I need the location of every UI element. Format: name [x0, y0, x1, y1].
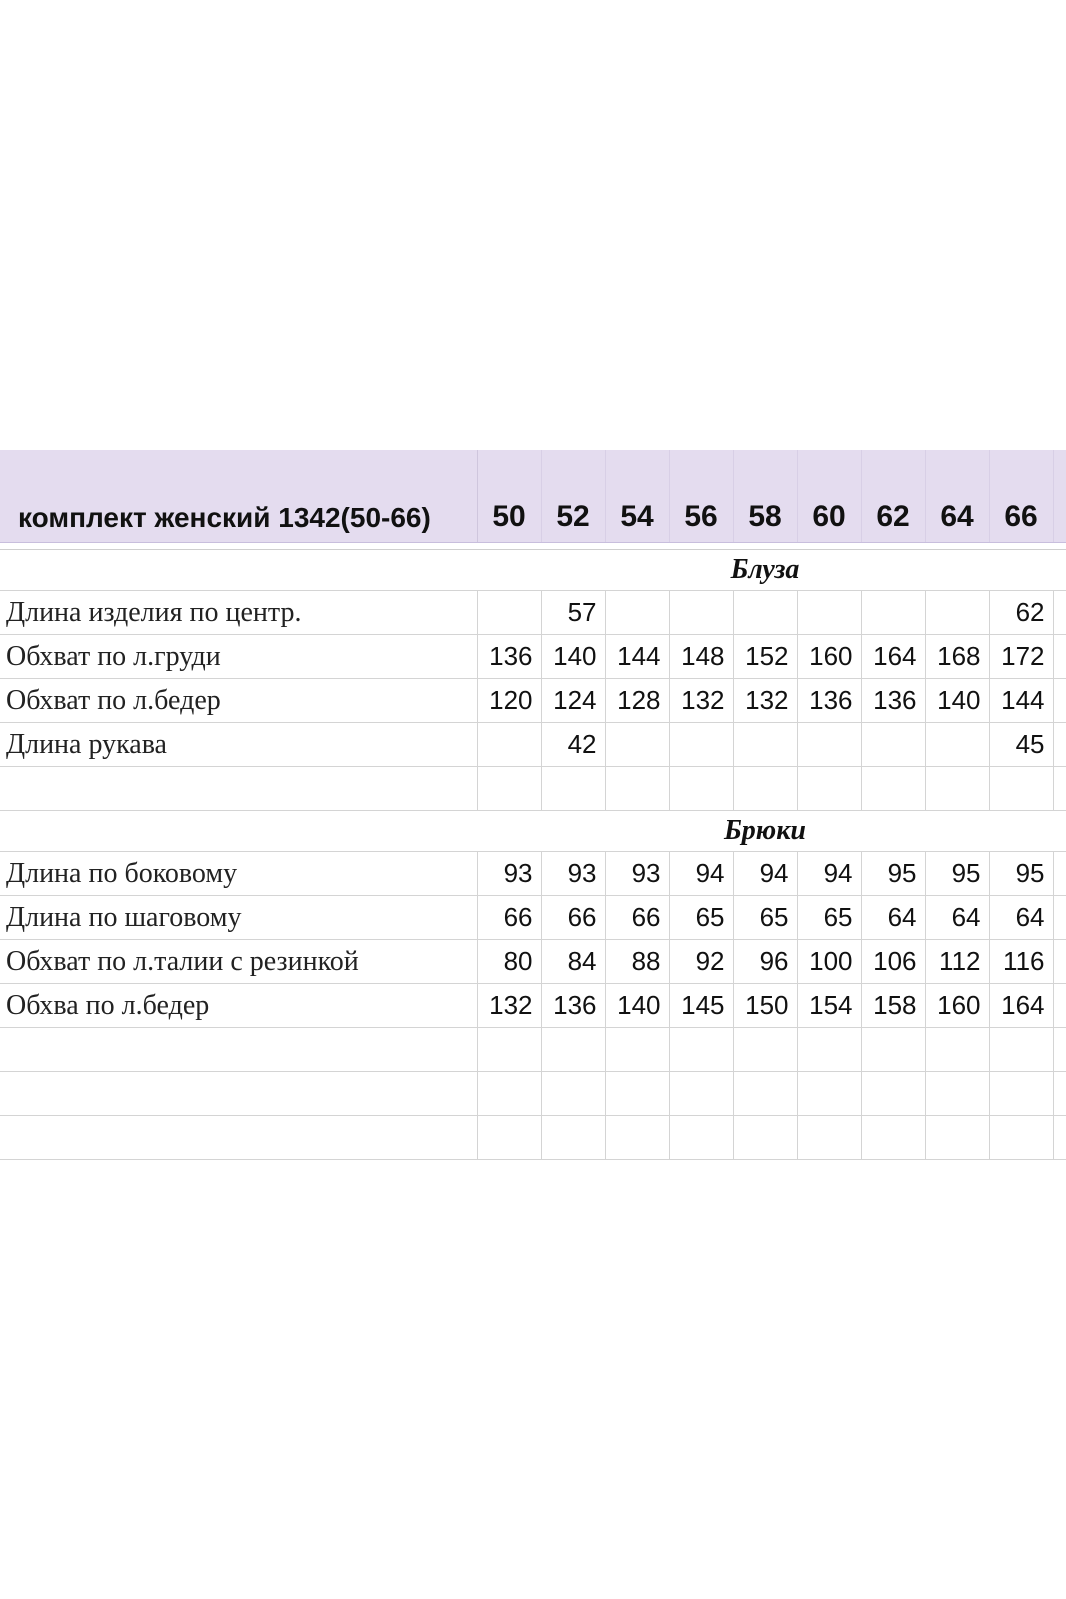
header-tail-cell	[1053, 450, 1066, 543]
measurement-row	[0, 940, 1066, 984]
empty-cell[interactable]	[0, 767, 477, 811]
measurement-row	[0, 591, 1066, 635]
measurement-row	[0, 723, 1066, 767]
row-tail-cell[interactable]	[1053, 635, 1066, 679]
empty-cell[interactable]	[1053, 1028, 1066, 1072]
measurement-value[interactable]	[669, 723, 733, 767]
section-row	[0, 550, 1066, 591]
empty-cell[interactable]	[477, 1116, 541, 1160]
empty-cell[interactable]	[1053, 1116, 1066, 1160]
empty-cell[interactable]	[925, 1028, 989, 1072]
measurement-value[interactable]: 92	[669, 940, 733, 984]
empty-cell[interactable]	[541, 1116, 605, 1160]
measurement-value[interactable]: 116	[989, 940, 1053, 984]
measurement-value[interactable]	[733, 591, 797, 635]
measurement-value[interactable]	[797, 591, 861, 635]
measurement-value[interactable]	[925, 591, 989, 635]
empty-cell[interactable]	[733, 767, 797, 811]
measurement-value[interactable]: 172	[989, 635, 1053, 679]
measurement-value[interactable]: 160	[797, 635, 861, 679]
measurement-value[interactable]: 140	[605, 984, 669, 1028]
measurement-label[interactable]: Длина по боковому	[0, 852, 477, 896]
section-title: Блуза	[477, 550, 1053, 591]
empty-cell[interactable]	[669, 1072, 733, 1116]
empty-cell[interactable]	[605, 1116, 669, 1160]
measurement-value[interactable]: 132	[733, 679, 797, 723]
size-chart-sheet	[0, 450, 1066, 1160]
empty-cell[interactable]	[1053, 767, 1066, 811]
measurement-value[interactable]: 124	[541, 679, 605, 723]
measurement-value[interactable]: 160	[925, 984, 989, 1028]
empty-cell[interactable]	[925, 767, 989, 811]
section-title: Брюки	[477, 811, 1053, 852]
empty-cell[interactable]	[541, 1072, 605, 1116]
measurement-label[interactable]: Обхват по л.бедер	[0, 679, 477, 723]
measurement-value[interactable]: 100	[797, 940, 861, 984]
measurement-value[interactable]: 128	[605, 679, 669, 723]
size-header-52: 52	[541, 450, 605, 543]
empty-cell[interactable]	[605, 1028, 669, 1072]
empty-cell[interactable]	[989, 767, 1053, 811]
measurement-value[interactable]: 65	[797, 896, 861, 940]
measurement-value[interactable]: 95	[861, 852, 925, 896]
empty-cell[interactable]	[0, 1028, 477, 1072]
empty-cell[interactable]	[861, 1072, 925, 1116]
size-header-60: 60	[797, 450, 861, 543]
empty-cell[interactable]	[669, 1116, 733, 1160]
measurement-value[interactable]: 144	[605, 635, 669, 679]
empty-cell[interactable]	[669, 1028, 733, 1072]
measurement-value[interactable]: 64	[861, 896, 925, 940]
empty-cell[interactable]	[989, 1028, 1053, 1072]
empty-cell[interactable]	[477, 767, 541, 811]
empty-cell[interactable]	[861, 1116, 925, 1160]
measurement-value[interactable]: 57	[541, 591, 605, 635]
section-pad	[0, 811, 477, 852]
empty-cell[interactable]	[861, 1028, 925, 1072]
measurement-value[interactable]: 158	[861, 984, 925, 1028]
empty-cell[interactable]	[605, 1072, 669, 1116]
size-header-58: 58	[733, 450, 797, 543]
size-header-66: 66	[989, 450, 1053, 543]
measurement-value[interactable]: 65	[669, 896, 733, 940]
table-title: комплект женский 1342(50-66)	[0, 450, 477, 543]
measurement-value[interactable]	[477, 591, 541, 635]
empty-row	[0, 767, 1066, 811]
measurement-value[interactable]: 145	[669, 984, 733, 1028]
measurement-row	[0, 896, 1066, 940]
row-tail-cell[interactable]	[1053, 723, 1066, 767]
measurement-value[interactable]: 65	[733, 896, 797, 940]
measurement-value[interactable]: 95	[925, 852, 989, 896]
measurement-value[interactable]: 95	[989, 852, 1053, 896]
measurement-label[interactable]: Обхват по л.груди	[0, 635, 477, 679]
section-pad	[0, 550, 477, 591]
section-tail	[1053, 811, 1066, 852]
measurement-value[interactable]: 148	[669, 635, 733, 679]
size-chart-table	[0, 450, 1066, 1160]
empty-cell[interactable]	[541, 767, 605, 811]
measurement-value[interactable]	[477, 723, 541, 767]
measurement-value[interactable]: 62	[989, 591, 1053, 635]
measurement-value[interactable]: 93	[541, 852, 605, 896]
measurement-value[interactable]: 120	[477, 679, 541, 723]
size-header-64: 64	[925, 450, 989, 543]
empty-cell[interactable]	[989, 1116, 1053, 1160]
measurement-label[interactable]: Обхва по л.бедер	[0, 984, 477, 1028]
measurement-label[interactable]: Обхват по л.талии с резинкой	[0, 940, 477, 984]
measurement-value[interactable]: 140	[541, 635, 605, 679]
empty-cell[interactable]	[733, 1028, 797, 1072]
measurement-row	[0, 852, 1066, 896]
measurement-value[interactable]	[861, 591, 925, 635]
measurement-value[interactable]: 94	[733, 852, 797, 896]
empty-cell[interactable]	[989, 1072, 1053, 1116]
measurement-value[interactable]: 136	[861, 679, 925, 723]
measurement-value[interactable]: 66	[605, 896, 669, 940]
empty-cell[interactable]	[669, 767, 733, 811]
empty-cell[interactable]	[925, 1116, 989, 1160]
measurement-value[interactable]: 66	[541, 896, 605, 940]
measurement-row	[0, 984, 1066, 1028]
measurement-value[interactable]	[925, 723, 989, 767]
measurement-row	[0, 679, 1066, 723]
empty-cell[interactable]	[797, 1116, 861, 1160]
measurement-value[interactable]: 132	[477, 984, 541, 1028]
row-tail-cell[interactable]	[1053, 940, 1066, 984]
header-gap	[0, 543, 1066, 550]
header-gap-cell	[0, 543, 1066, 550]
empty-cell[interactable]	[1053, 1072, 1066, 1116]
row-tail-cell[interactable]	[1053, 984, 1066, 1028]
measurement-value[interactable]: 136	[541, 984, 605, 1028]
measurement-value[interactable]: 132	[669, 679, 733, 723]
measurement-value[interactable]: 136	[797, 679, 861, 723]
measurement-value[interactable]: 42	[541, 723, 605, 767]
empty-cell[interactable]	[797, 1072, 861, 1116]
measurement-value[interactable]: 152	[733, 635, 797, 679]
row-tail-cell[interactable]	[1053, 679, 1066, 723]
measurement-value[interactable]	[605, 723, 669, 767]
measurement-value[interactable]: 96	[733, 940, 797, 984]
measurement-value[interactable]: 64	[989, 896, 1053, 940]
measurement-label[interactable]: Длина рукава	[0, 723, 477, 767]
empty-cell[interactable]	[733, 1116, 797, 1160]
measurement-value[interactable]: 144	[989, 679, 1053, 723]
measurement-value[interactable]: 45	[989, 723, 1053, 767]
section-row	[0, 811, 1066, 852]
measurement-value[interactable]: 93	[605, 852, 669, 896]
measurement-value[interactable]: 140	[925, 679, 989, 723]
empty-cell[interactable]	[605, 767, 669, 811]
measurement-label[interactable]: Длина по шаговому	[0, 896, 477, 940]
size-header-50: 50	[477, 450, 541, 543]
empty-cell[interactable]	[541, 1028, 605, 1072]
measurement-value[interactable]: 136	[477, 635, 541, 679]
empty-row	[0, 1028, 1066, 1072]
measurement-value[interactable]: 66	[477, 896, 541, 940]
empty-cell[interactable]	[797, 1028, 861, 1072]
measurement-value[interactable]: 164	[861, 635, 925, 679]
measurement-value[interactable]: 154	[797, 984, 861, 1028]
section-tail	[1053, 550, 1066, 591]
size-header-62: 62	[861, 450, 925, 543]
empty-row	[0, 1072, 1066, 1116]
measurement-value[interactable]: 93	[477, 852, 541, 896]
measurement-value[interactable]: 112	[925, 940, 989, 984]
measurement-value[interactable]: 150	[733, 984, 797, 1028]
row-tail-cell[interactable]	[1053, 852, 1066, 896]
empty-cell[interactable]	[861, 767, 925, 811]
empty-cell[interactable]	[733, 1072, 797, 1116]
empty-cell[interactable]	[477, 1028, 541, 1072]
row-tail-cell[interactable]	[1053, 591, 1066, 635]
measurement-value[interactable]	[797, 723, 861, 767]
empty-cell[interactable]	[477, 1072, 541, 1116]
measurement-value[interactable]	[605, 591, 669, 635]
measurement-value[interactable]: 80	[477, 940, 541, 984]
empty-row	[0, 1116, 1066, 1160]
measurement-value[interactable]	[861, 723, 925, 767]
size-header-56: 56	[669, 450, 733, 543]
measurement-value[interactable]: 88	[605, 940, 669, 984]
measurement-value[interactable]: 164	[989, 984, 1053, 1028]
measurement-value[interactable]	[733, 723, 797, 767]
measurement-value[interactable]	[669, 591, 733, 635]
measurement-value[interactable]: 168	[925, 635, 989, 679]
measurement-value[interactable]: 84	[541, 940, 605, 984]
empty-cell[interactable]	[0, 1072, 477, 1116]
empty-cell[interactable]	[797, 767, 861, 811]
empty-cell[interactable]	[0, 1116, 477, 1160]
measurement-value[interactable]: 94	[797, 852, 861, 896]
measurement-value[interactable]: 106	[861, 940, 925, 984]
header-row	[0, 450, 1066, 543]
measurement-value[interactable]: 64	[925, 896, 989, 940]
measurement-label[interactable]: Длина изделия по центр.	[0, 591, 477, 635]
row-tail-cell[interactable]	[1053, 896, 1066, 940]
size-header-54: 54	[605, 450, 669, 543]
measurement-value[interactable]: 94	[669, 852, 733, 896]
measurement-row	[0, 635, 1066, 679]
empty-cell[interactable]	[925, 1072, 989, 1116]
